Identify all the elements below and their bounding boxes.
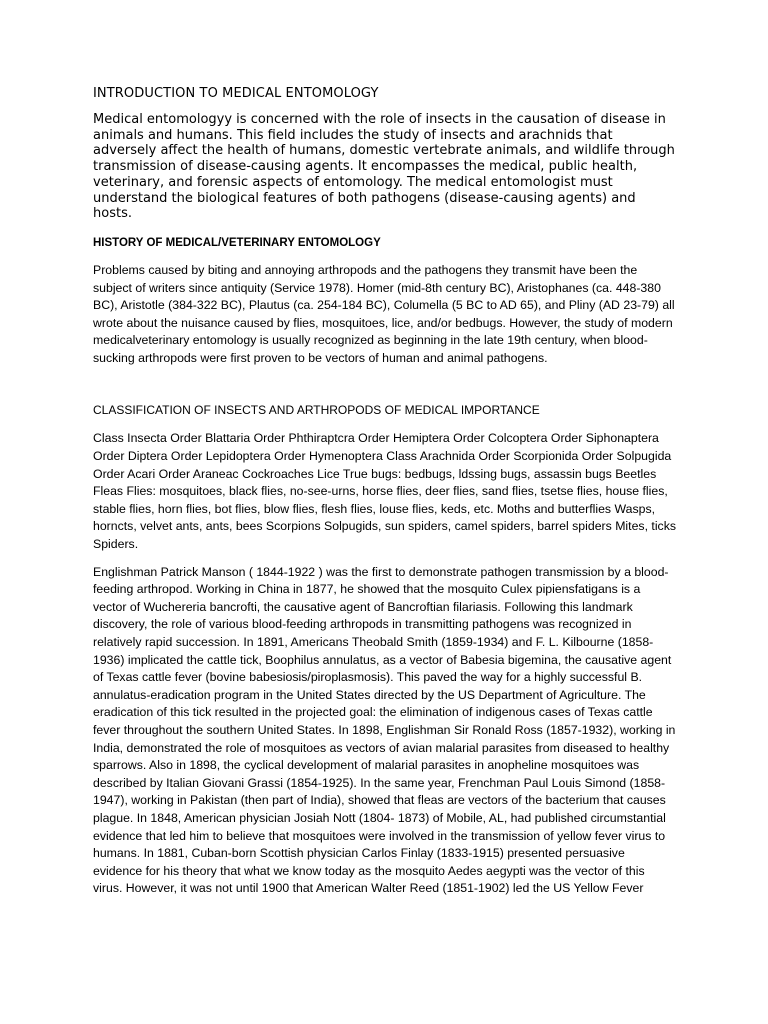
manson-paragraph: Englishman Patrick Manson ( 1844-1922 ) was the first to demonstrate pathogen transmission by a blood-feeding arthropod. Working in China in 1877, he showed that the mosquito Culex pipiensfatigans is a vector of Wuchereria bancrofti, the causative agent of Bancroftian filariasis. Following this landmark discovery, the role of various blood-feeding arthropods in transmitting pathogens was recognized in relatively rapid succession. In 1891, Americans Theobald Smith (1859-1934) and F. L. Kilbourne (1858-1936) implicated the cattle tick, Boophilus annulatus, as a vector of Babesia bigemina, the causative agent of Texas cattle fever (bovine babesiosis/piroplasmosis). This paved the way for a highly successful B. annulatus-eradication program in the United States directed by the US Department of Agriculture. The eradication of this tick resulted in the projected goal: the elimination of indigenous cases of Texas cattle fever throughout the southern United States. In 1898, Englishman Sir Ronald Ross (1857-1932), working in India, demonstrated the role of mosquitoes as vectors of avian malarial parasites from diseased to healthy sparrows. Also in 1898, the cyclical development of malarial parasites in anopheline mosquitoes was described by Italian Giovani Grassi (1854-1925). In the same year, Frenchman Paul Louis Simond (1858-1947), working in Pakistan (then part of India), showed that fleas are vectors of the bacterium that causes plague. In 1848, American physician Josiah Nott (1804- 1873) of Mobile, AL, had published circumstantial evidence that led him to believe that mosquitoes were involved in the transmission of yellow fever virus to humans. In 1881, Cuban-born Scottish physician Carlos Finlay (1833-1915) presented persuasive evidence for his theory that what we know today as the mosquito Aedes aegypti was the vector of this virus. However, it was not until 1900 that American Walter Reed (1851-1902) led the US Yellow Fever [93, 564, 676, 896]
history-heading: HISTORY OF MEDICAL/VETERINARY ENTOMOLOGY [93, 236, 381, 249]
classification-paragraph: Class Insecta Order Blattaria Order Phthiraptcra Order Hemiptera Order Colcoptera Order Siphonaptera Order Diptera Order Lepidoptera Order Hymenoptera Class Arachnida Order Scorpionida Order Solpugida Order Acari Order Araneac Cockroaches Lice True bugs: bedbugs, ldssing bugs, assassin bugs Beetles Fleas Flies: mosquitoes, black flies, no-see-urns, horse flies, deer flies, sand flies, tsetse flies, house flies, stable flies, horn flies, bot flies, blow flies, flesh flies, louse flies, keds, etc. Moths and butterflies Wasps, horncts, velvet ants, ants, bees Scorpions Solpugids, sun spiders, camel spiders, barrel spiders Mites, ticks Spiders. [93, 431, 676, 552]
history-paragraph: Problems caused by biting and annoying arthropods and the pathogens they transmit have been the subject of writers since antiquity (Service 1978). Homer (mid-8th century BC), Aristophanes (ca. 448-380 BC), Aristotle (384-322 BC), Plautus (ca. 254-184 BC), Columella (5 BC to AD 65), and Pliny (AD 23-79) all wrote about the nuisance caused by flies, mosquitoes, lice, and/or bedbugs. However, the study of modern medicalveterinary entomology is usually recognized as beginning in the late 19th century, when blood-sucking arthropods were first proven to be vectors of human and animal pathogens. [93, 262, 675, 365]
document-page [93, 86, 677, 908]
intro-paragraph: Medical entomologyy is concerned with the role of insects in the causation of disease in animals and humans. This field includes the study of insects and arachnids that adversely affect the health of humans, domestic vertebrate animals, and wildlife through transmission of disease-causing agents. It encompasses the medical, public health, veterinary, and forensic aspects of entomology. The medical entomologist must understand the biological features of both pathogens (disease-causing agents) and hosts. [93, 112, 675, 222]
classification-heading: CLASSIFICATION OF INSECTS AND ARTHROPODS OF MEDICAL IMPORTANCE [93, 403, 540, 418]
section-spacer [93, 377, 677, 402]
document-title: INTRODUCTION TO MEDICAL ENTOMOLOGY [93, 86, 379, 101]
